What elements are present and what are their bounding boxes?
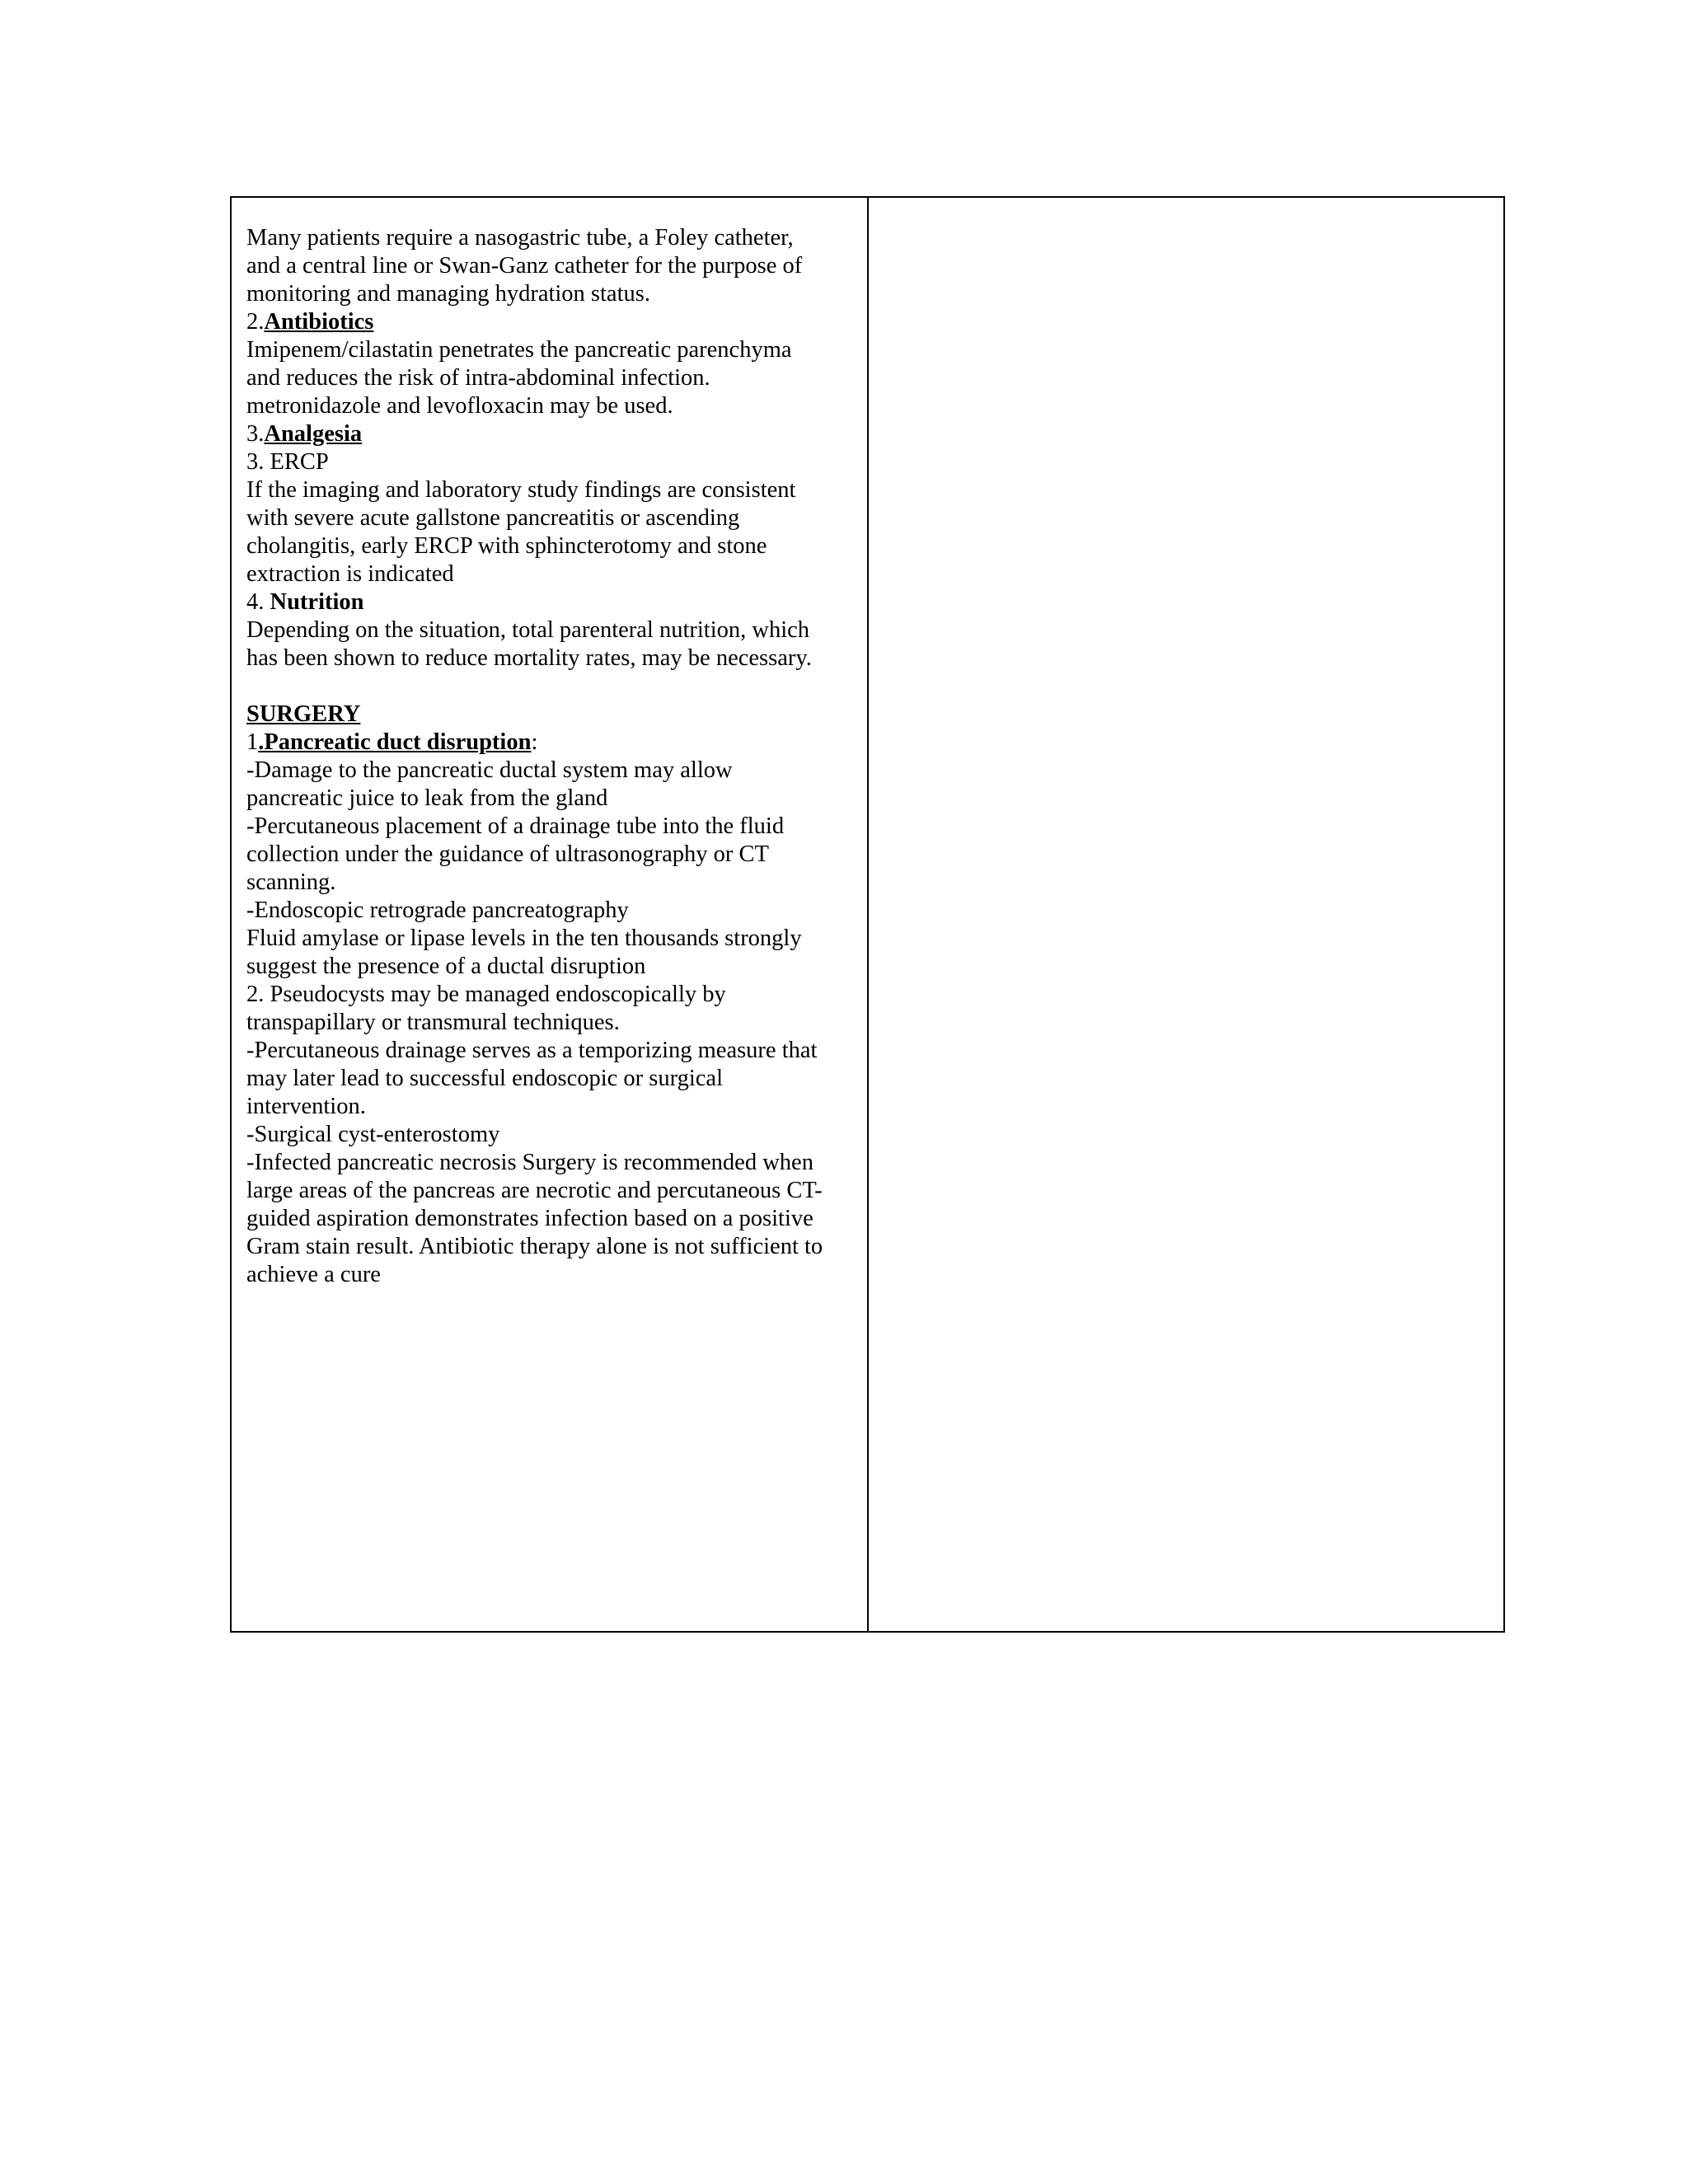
text-line: Gram stain result. Antibiotic therapy alone is not sufficient to — [246, 1234, 823, 1259]
text-line: achieve a cure — [246, 1262, 381, 1287]
text-line: has been shown to reduce mortality rates, may be necessary. — [246, 645, 812, 671]
antibiotics-heading: Antibiotics — [264, 309, 374, 335]
blank-line — [246, 673, 854, 701]
text-line: pancreatic juice to leak from the gland — [246, 785, 608, 811]
text-line: -Damage to the pancreatic ductal system may allow — [246, 757, 733, 783]
text-line: and a central line or Swan-Ganz catheter for the purpose of — [246, 253, 803, 279]
content-table — [230, 196, 1505, 1633]
text-line: Many patients require a nasogastric tube, a Foley catheter, — [246, 225, 794, 251]
text-line: monitoring and managing hydration status. — [246, 281, 650, 307]
text-line: -Surgical cyst-enterostomy — [246, 1122, 500, 1147]
duct-disruption-heading: .Pancreatic duct disruption — [258, 729, 532, 755]
text-line: metronidazole and levofloxacin may be used. — [246, 393, 673, 419]
analgesia-heading-line — [246, 420, 854, 448]
text-line: -Endoscopic retrograde pancreatography — [246, 898, 629, 923]
duct-disruption-heading-line — [246, 729, 854, 757]
text-line: and reduces the risk of intra-abdominal infection. — [246, 365, 710, 391]
table-cell-left — [232, 198, 869, 1631]
section-number: 4. — [246, 589, 270, 615]
text-line: guided aspiration demonstrates infection based on a positive — [246, 1206, 814, 1231]
text-line: cholangitis, early ERCP with sphincterotomy and stone — [246, 533, 767, 559]
text-line: Depending on the situation, total parenteral nutrition, which — [246, 617, 810, 643]
nutrition-heading-line — [246, 588, 854, 616]
text-line: scanning. — [246, 869, 336, 895]
text-line: -Percutaneous placement of a drainage tube into the fluid — [246, 813, 785, 839]
analgesia-heading: Analgesia — [264, 421, 363, 447]
antibiotics-heading-line — [246, 308, 854, 336]
surgery-heading: SURGERY — [246, 701, 361, 727]
ercp-heading: 3. ERCP — [246, 449, 329, 475]
text-line: collection under the guidance of ultrasonography or CT — [246, 841, 769, 867]
section-number: 2. — [246, 309, 265, 335]
text-line: intervention. — [246, 1094, 366, 1119]
text-line: suggest the presence of a ductal disruption — [246, 954, 646, 979]
text-line: with severe acute gallstone pancreatitis or ascending — [246, 505, 740, 531]
text-line: 2. Pseudocysts may be managed endoscopically by — [246, 982, 726, 1007]
text-line: may later lead to successful endoscopic or surgical — [246, 1066, 723, 1091]
table-cell-right — [869, 198, 1503, 1631]
text-line: Fluid amylase or lipase levels in the ten thousands strongly — [246, 926, 802, 951]
heading-colon: : — [531, 729, 538, 755]
text-line: large areas of the pancreas are necrotic and percutaneous CT- — [246, 1178, 823, 1203]
text-line: extraction is indicated — [246, 561, 454, 587]
section-number: 3. — [246, 421, 265, 447]
text-line: transpapillary or transmural techniques. — [246, 1010, 620, 1035]
text-line: If the imaging and laboratory study findings are consistent — [246, 477, 796, 503]
text-line: Imipenem/cilastatin penetrates the pancreatic parenchyma — [246, 337, 792, 363]
text-line: -Infected pancreatic necrosis Surgery is recommended when — [246, 1150, 814, 1175]
text-line: -Percutaneous drainage serves as a temporizing measure that — [246, 1038, 818, 1063]
section-number: 1 — [246, 729, 259, 755]
nutrition-heading: Nutrition — [270, 589, 364, 615]
